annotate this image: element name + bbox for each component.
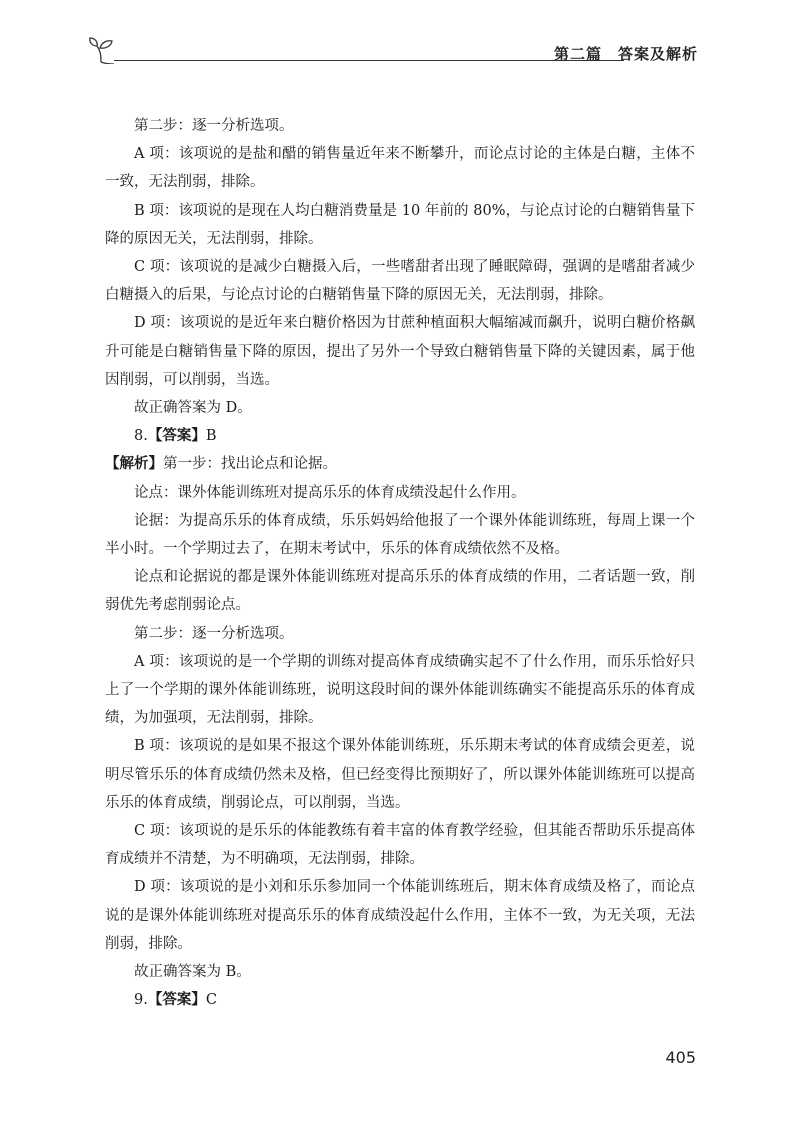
answer-label: 【答案】 xyxy=(147,427,206,445)
sprout-icon xyxy=(88,34,116,64)
answer-letter: C xyxy=(205,992,217,1009)
page-number: 405 xyxy=(665,1048,696,1067)
answer-letter: B xyxy=(205,428,217,445)
paragraph-option-c: C 项：该项说的是乐乐的体能教练有着丰富的体育教学经验，但其能否帮助乐乐提高体育成绩并不清楚，为不明确项，无法削弱，排除。 xyxy=(105,823,695,868)
paragraph-lundian: 论点：课外体能训练班对提高乐乐的体育成绩没起什么作用。 xyxy=(134,484,526,501)
analysis-label: 【解析】 xyxy=(105,455,163,473)
question-9-answer xyxy=(105,986,695,1014)
paragraph-option-a: A 项：该项说的是盐和醋的销售量近年来不断攀升，而论点讨论的主体是白糖，主体不一致，无法削弱，排除。 xyxy=(105,146,695,191)
paragraph-answer: 故正确答案为 B。 xyxy=(134,964,251,981)
analysis-step1: 第一步：找出论点和论据。 xyxy=(163,456,337,473)
paragraph-topic: 论点和论据说的都是课外体能训练班对提高乐乐的体育成绩的作用，二者话题一致，削弱优先考虑削弱论点。 xyxy=(105,569,695,614)
paragraph-lunju: 论据：为提高乐乐的体育成绩，乐乐妈妈给他报了一个课外体能训练班，每周上课一个半小时。一个学期过去了，在期末考试中，乐乐的体育成绩依然不及格。 xyxy=(105,512,695,558)
analysis-heading xyxy=(105,450,695,478)
question-number: 9. xyxy=(134,992,148,1009)
header-title: 第二篇 答案及解析 xyxy=(553,45,698,63)
paragraph-option-d: D 项：该项说的是小刘和乐乐参加同一个体能训练班后，期末体育成绩及格了，而论点说的是课外体能训练班对提高乐乐的体育成绩没起什么作用，主体不一致，为无关项，无法削弱，排除。 xyxy=(105,879,695,952)
running-header xyxy=(88,30,698,66)
question-number: 8. xyxy=(134,428,148,445)
paragraph-step2: 第二步：逐一分析选项。 xyxy=(134,625,294,642)
paragraph-step2: 第二步：逐一分析选项。 xyxy=(134,118,294,134)
paragraph-option-b: B 项：该项说的是现在人均白糖消费量是 10 年前的 80%，与论点讨论的白糖销售量下降的原因无关，无法削弱，排除。 xyxy=(105,202,695,247)
paragraph-option-d: D 项：该项说的是近年来白糖价格因为甘蔗种植面积大幅缩减而飙升，说明白糖价格飙升可能是白糖销售量下降的原因，提出了另外一个导致白糖销售量下降的关键因素，属于他因削弱，可以削弱，当选。 xyxy=(105,315,695,388)
header-rule xyxy=(114,60,624,61)
paragraph-option-b: B 项：该项说的是如果不报这个课外体能训练班，乐乐期末考试的体育成绩会更差，说明尽管乐乐的体育成绩仍然未及格，但已经变得比预期好了，所以课外体能训练班可以提高乐乐的体育成绩，削弱论点，可以削弱，当选。 xyxy=(105,738,695,811)
page-body xyxy=(105,112,695,1015)
answer-label: 【答案】 xyxy=(147,991,206,1009)
paragraph-answer: 故正确答案为 D。 xyxy=(134,400,252,417)
question-8-answer xyxy=(105,422,695,450)
paragraph-option-a: A 项：该项说的是一个学期的训练对提高体育成绩确实起不了什么作用，而乐乐恰好只上了一个学期的课外体能训练班，说明这段时间的课外体能训练确实不能提高乐乐的体育成绩，为加强项，无法削弱，排除。 xyxy=(105,653,695,727)
paragraph-option-c: C 项：该项说的是减少白糖摄入后，一些嗜甜者出现了睡眠障碍，强调的是嗜甜者减少白糖摄入的后果，与论点讨论的白糖销售量下降的原因无关，无法削弱，排除。 xyxy=(105,259,695,304)
